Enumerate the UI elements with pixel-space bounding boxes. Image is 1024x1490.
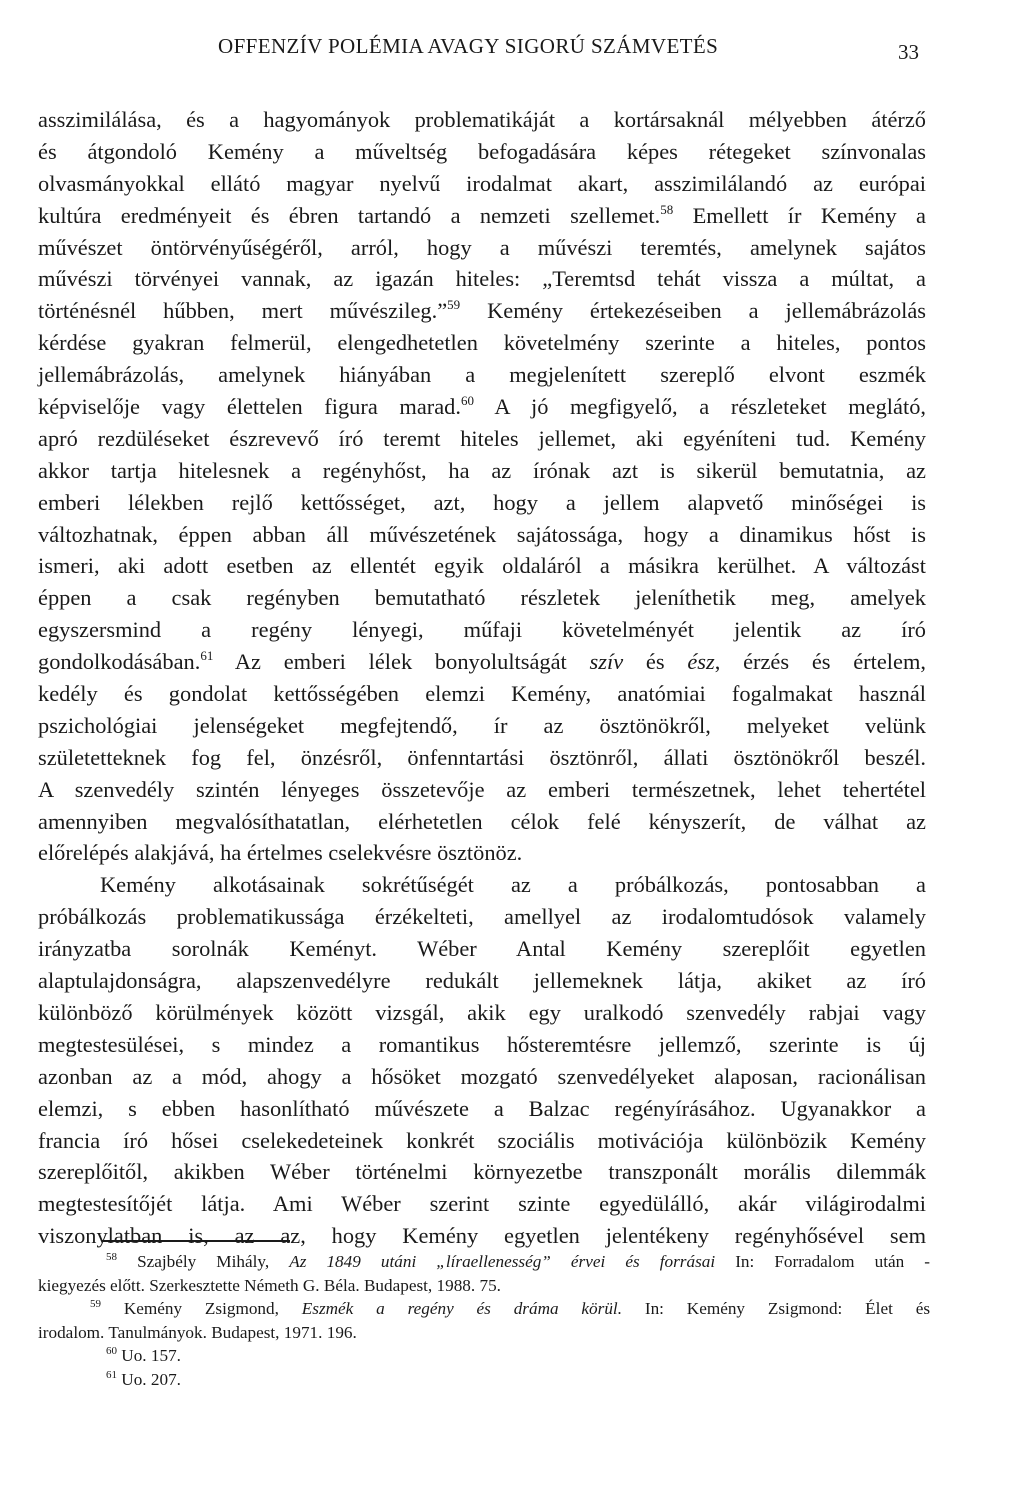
footnotes — [38, 1250, 930, 1391]
footnote-58-cont: kiegyezés előtt. Szerkesztette Németh G. Béla. Budapest, 1988. 75. — [38, 1275, 501, 1295]
text-span: Szajbély Mihály, — [117, 1252, 290, 1271]
text-line: A szenvedély szintén lényeges összetevője az emberi természetnek, lehet tehertétel — [38, 776, 926, 802]
footnote-ref-60[interactable]: 60 — [460, 393, 474, 409]
text-span: In: Forradalom után - — [715, 1252, 930, 1271]
text-line: emberi lélekben rejlő kettősséget, azt, hogy a jellem alapvető minőségei is — [38, 489, 926, 515]
text-line — [38, 391, 926, 423]
text-line: elemzi, s ebben hasonlítható művészete a Balzac regényírásához. Ugyanakkor a — [38, 1095, 926, 1121]
text-line: ismeri, aki adott esetben az ellentét egyik oldaláról a másikra kerülhet. A változást — [38, 553, 926, 579]
text-span: A jó megfigyelő, a részleteket meglátó, — [473, 394, 926, 420]
footnote-ref-58[interactable]: 58 — [660, 201, 674, 217]
text-span: In: Kemény Zsigmond: Élet és — [622, 1299, 931, 1318]
text-span: Kemény Zsigmond, — [101, 1299, 302, 1318]
text-span: képviselője vagy élettelen figura marad. — [38, 394, 461, 420]
text-line: Kemény alkotásainak sokrétűségét az a próbálkozás, pontosabban a — [100, 872, 926, 898]
text-line: apró rezdüléseket észrevevő író teremt hiteles jellemet, aki egyéníteni tud. Kemény — [38, 425, 926, 451]
text-span: Uo. 207. — [117, 1369, 181, 1389]
text-line: alaptulajdonságra, alapszenvedélyre redukált jellemeknek látja, akiket az író — [38, 968, 926, 994]
text-span: Kemény értekezéseiben a jellemábrázolás — [460, 298, 927, 324]
text-line: változhatnak, éppen abban áll művészetének sajátossága, hogy a dinamikus hőst is — [38, 521, 926, 547]
text-line: kedély és gondolat kettősségében elemzi Kemény, anatómiai fogalmakat használ — [38, 681, 926, 707]
italic-term: szív — [589, 649, 624, 675]
text-span: gondolkodásában. — [38, 649, 201, 675]
italic-term: ész — [687, 649, 715, 675]
text-line: olvasmányokkal ellátó magyar nyelvű irodalmat akart, asszimilálandó az európai — [38, 170, 926, 196]
text-line: megtestesítőjét látja. Ami Wéber szerint szinte egyedülálló, akár világirodalmi — [38, 1191, 926, 1217]
footnote-number: 60 — [106, 1345, 117, 1357]
footnote-59 — [38, 1297, 930, 1321]
text-line: asszimilálása, és a hagyományok problematikáját a kortársaknál mélyebben átérző — [38, 107, 926, 132]
text-line: kérdése gyakran felmerül, elengedhetetlen követelmény szerinte a hiteles, pontos — [38, 330, 926, 356]
text-line: francia író hősei cselekedeteinek konkrét szociális motivációja különbözik Kemény — [38, 1127, 926, 1153]
text-line: művészet öntörvényűségéről, arról, hogy a művészi teremtés, amelynek sajátos — [38, 234, 926, 260]
page-header — [0, 30, 1024, 70]
text-line — [38, 646, 926, 678]
running-title: OFFENZÍV POLÉMIA AVAGY SIGORÚ SZÁMVETÉS — [218, 34, 719, 58]
footnote-ref-59[interactable]: 59 — [447, 297, 461, 313]
text-line: és átgondoló Kemény a műveltség befogadására képes rétegeket színvonalas — [38, 138, 926, 164]
text-line: jellemábrázolás, amelynek hiányában a megjelenített szereplő elvont eszmék — [38, 362, 926, 388]
page-number: 33 — [898, 40, 919, 64]
text-line: amennyiben megvalósíthatatlan, elérhetetlen célok felé kényszerít, de válhat az — [38, 808, 926, 834]
text-line: irányzatba sorolnák Keményt. Wéber Antal Kemény szereplőit egyetlen — [38, 936, 926, 962]
italic-title: Az 1849 utáni „líraellenesség” érvei és forrásai — [289, 1252, 716, 1271]
footnote-60 — [38, 1344, 930, 1368]
footnote-59-cont: irodalom. Tanulmányok. Budapest, 1971. 196. — [38, 1322, 357, 1342]
text-line: viszonylatban is, az az, hogy Kemény egyetlen jelentékeny regényhősével sem — [38, 1223, 926, 1249]
text-span: Uo. 157. — [117, 1346, 181, 1365]
text-span: történésnél hűbben, mert művészileg.” — [38, 298, 448, 324]
text-span: Az emberi lélek bonyolultságát — [213, 649, 590, 675]
text-line: szereplőitől, akikben Wéber történelmi környezetbe transzponált morális dilemmák — [38, 1159, 926, 1185]
text-line: azonban az a mód, ahogy a hősöket mozgató szenvedélyeket alaposan, racionálisan — [38, 1063, 926, 1089]
text-line: egyszersmind a regény lényegi, műfaji követelményét jelentik az író — [38, 617, 926, 643]
text-span: Emellett ír Kemény a — [673, 202, 926, 228]
text-line: pszichológiai jelenségeket megfejtendő, ír az ösztönökről, melyeket velünk — [38, 712, 926, 738]
text-span: és — [623, 649, 688, 675]
text-span: kultúra eredményeit és ébren tartandó a nemzeti szellemet. — [38, 202, 661, 228]
text-line — [38, 200, 926, 232]
main-text — [38, 104, 926, 1252]
footnote-separator — [102, 1240, 290, 1242]
footnote-number: 58 — [106, 1251, 117, 1263]
footnote-ref-61[interactable]: 61 — [200, 648, 214, 664]
italic-title: Eszmék a regény és dráma körül. — [301, 1299, 623, 1318]
text-line: előrelépés alakjává, ha értelmes cselekvésre ösztönöz. — [38, 840, 523, 866]
footnote-58 — [38, 1250, 930, 1274]
footnote-number: 59 — [90, 1298, 101, 1310]
text-line: próbálkozás problematikussága érzékelteti, amellyel az irodalomtudósok valamely — [38, 904, 926, 930]
text-span: , érzés és értelem, — [714, 649, 926, 675]
footnote-number: 61 — [106, 1368, 117, 1381]
text-line: különböző körülmények között vizsgál, akik egy uralkodó szenvedély rabjai vagy — [38, 999, 926, 1025]
text-line: megtestesülései, s mindez a romantikus hősteremtésre jellemző, szerinte is új — [38, 1031, 926, 1057]
text-line: művészi törvényei vannak, az igazán hiteles: „Teremtsd tehát vissza a múltat, a — [38, 266, 926, 292]
text-line: születetteknek fog fel, önzésről, önfenntartási ösztönről, állati ösztönökről beszél. — [38, 744, 926, 770]
text-line: éppen a csak regényben bemutatható részletek jeleníthetik meg, amelyek — [38, 585, 926, 611]
text-line — [38, 295, 926, 327]
text-line: akkor tartja hitelesnek a regényhőst, ha az írónak azt is sikerül bemutatnia, az — [38, 457, 926, 483]
footnote-61 — [38, 1368, 930, 1392]
